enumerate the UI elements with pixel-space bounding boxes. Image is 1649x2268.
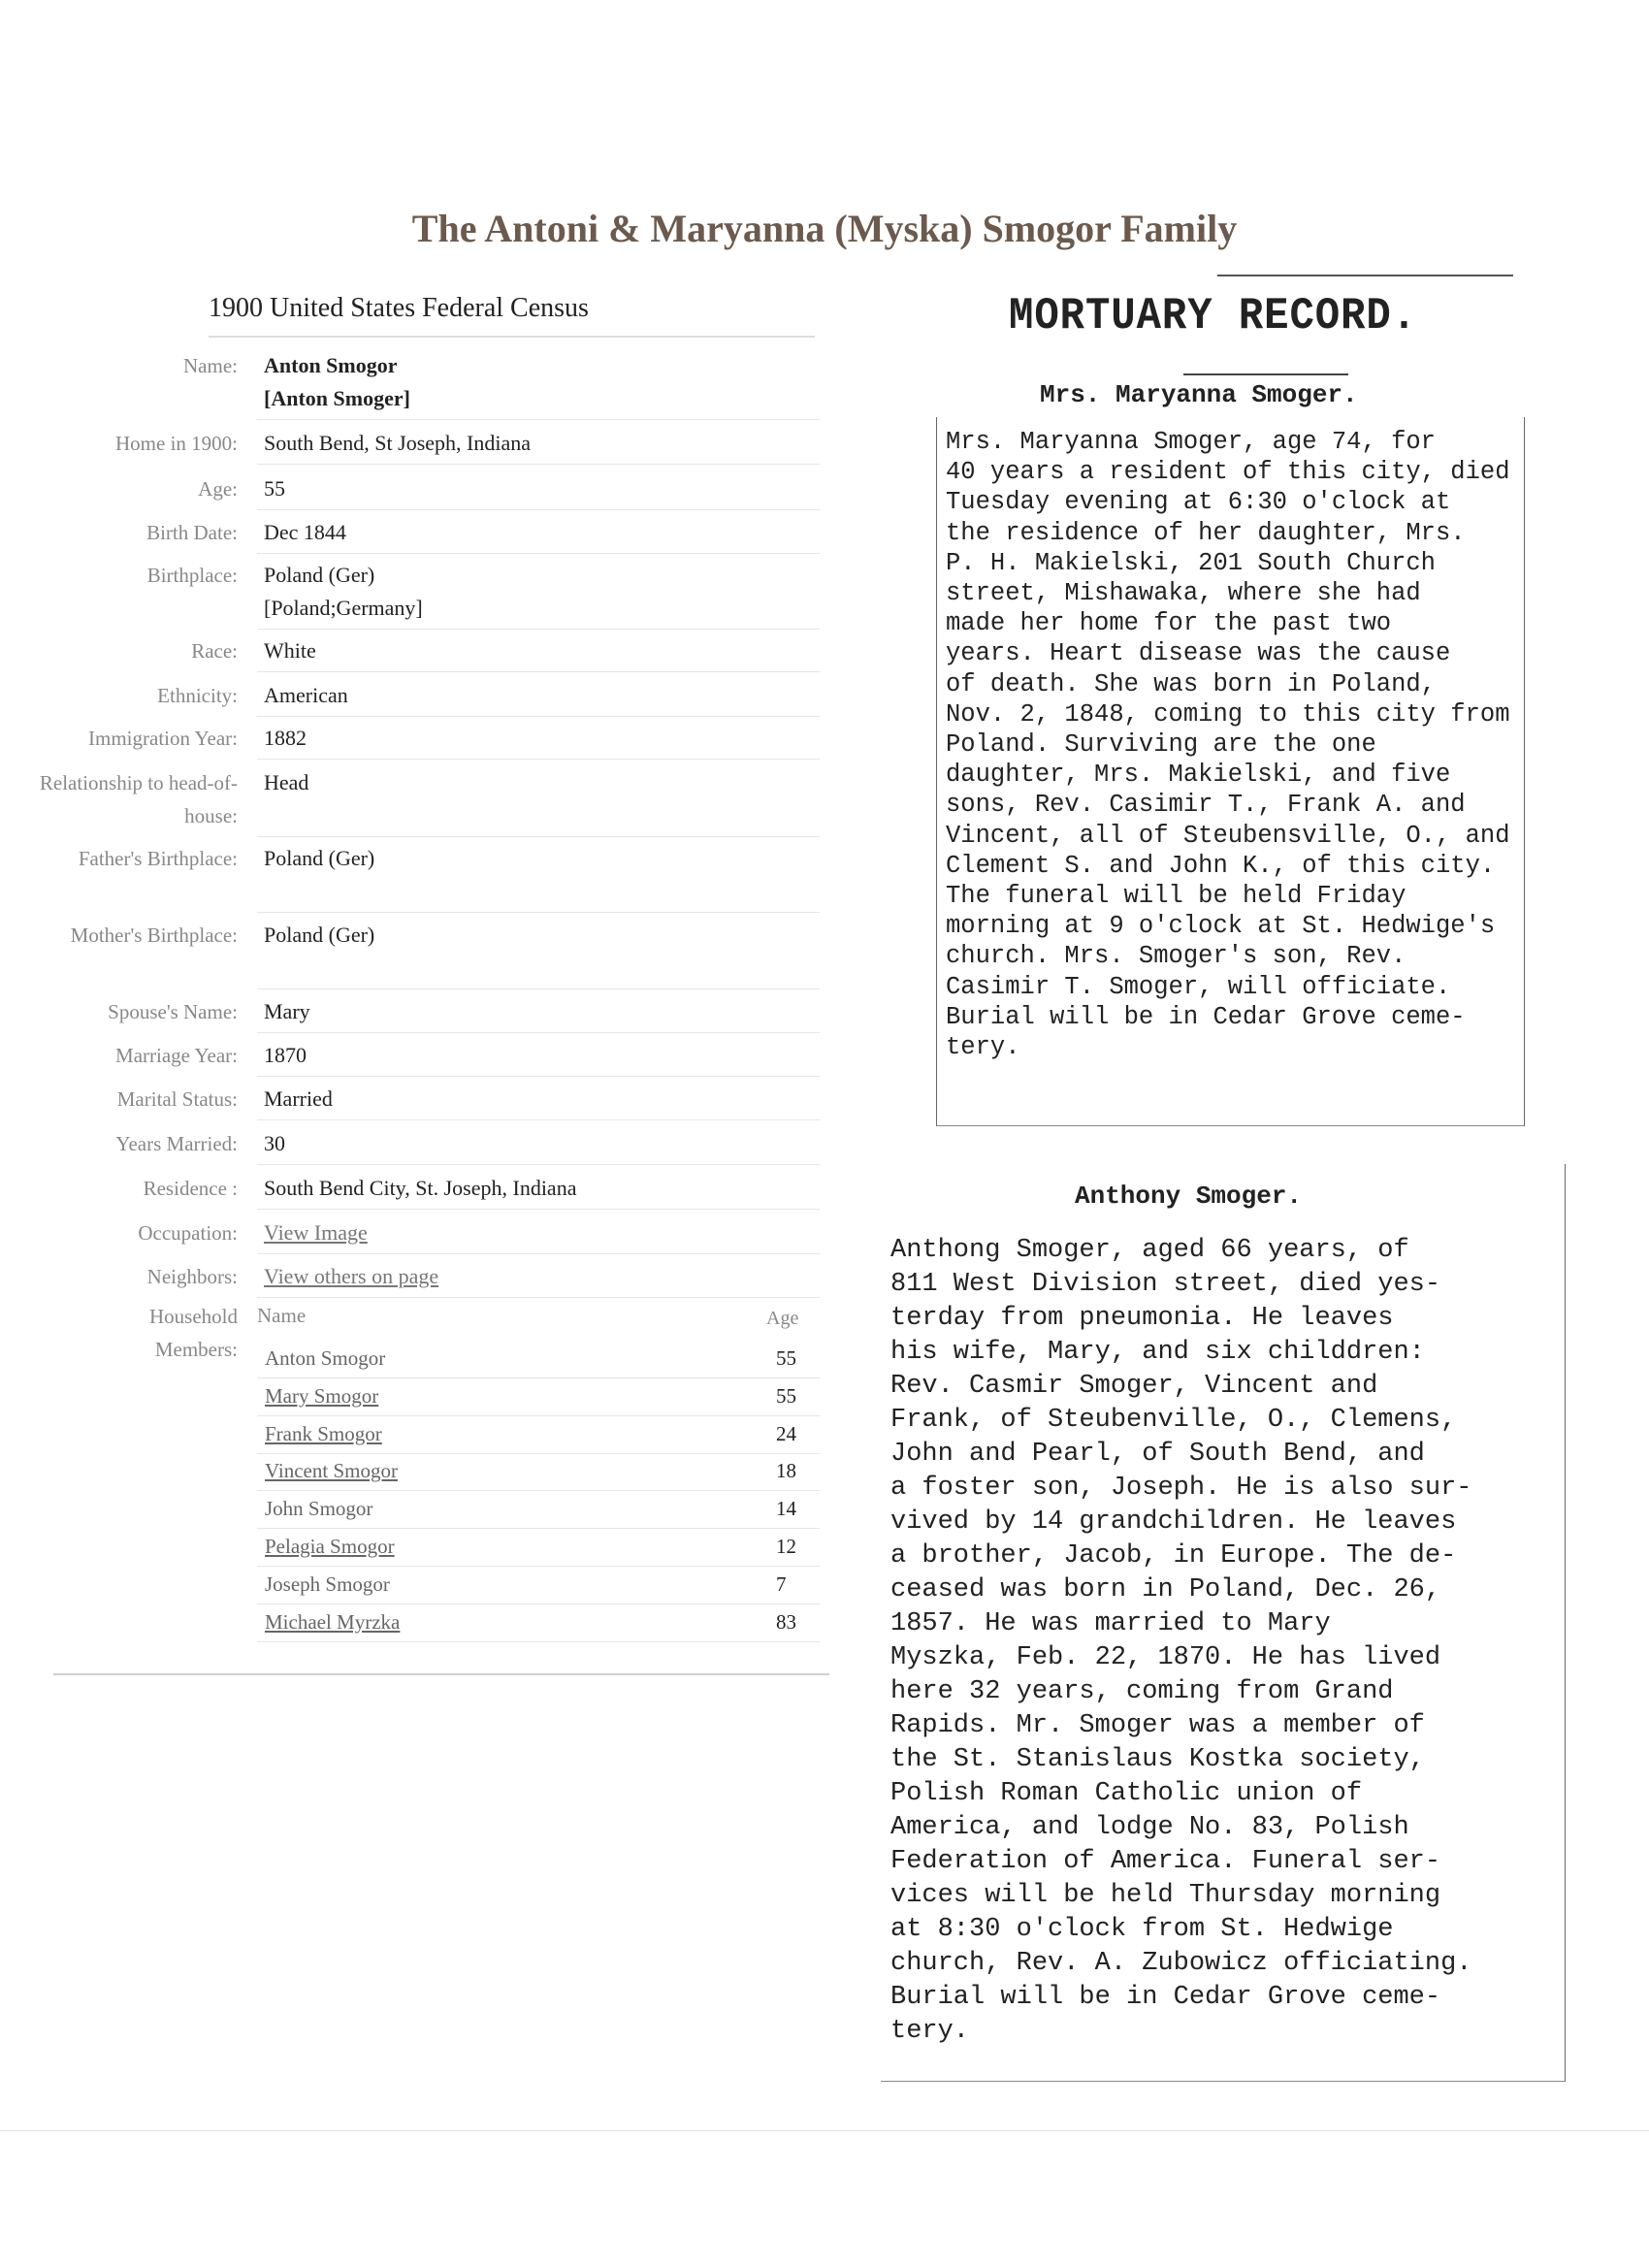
census-field-label: Immigration Year:	[88, 727, 238, 750]
household-member-row[interactable]	[257, 1416, 820, 1454]
household-member-row[interactable]	[257, 1453, 820, 1491]
census-row-divider	[257, 1209, 820, 1210]
census-field-label: Relationship to head-of-house:	[39, 771, 238, 827]
census-row-divider	[257, 1032, 820, 1033]
household-member-row[interactable]	[257, 1378, 820, 1416]
census-field-label: Race:	[191, 639, 238, 663]
census-field-label: Residence :	[143, 1177, 238, 1200]
census-field-label: Occupation:	[138, 1221, 238, 1245]
census-field-value	[264, 919, 807, 952]
census-value-line: Dec 1844	[264, 520, 346, 544]
household-member-name[interactable]: Joseph Smogor	[265, 1571, 390, 1596]
census-field-label: Name:	[183, 354, 238, 377]
census-value-line: 1870	[264, 1043, 307, 1067]
household-member-age: 55	[776, 1346, 796, 1370]
census-field-label: Spouse's Name:	[108, 1000, 238, 1023]
census-value-line: White	[264, 638, 316, 663]
census-field-value	[264, 1039, 807, 1072]
mortuary-heading: MORTUARY RECORD.	[1009, 291, 1418, 341]
household-member-row[interactable]	[257, 1604, 820, 1642]
census-value-line: Married	[264, 1086, 333, 1111]
census-bottom-divider	[53, 1673, 829, 1675]
census-field-value	[264, 634, 807, 667]
household-member-name[interactable]: John Smogor	[265, 1497, 373, 1521]
household-column-age: Age	[766, 1308, 799, 1329]
census-field-value	[264, 766, 807, 799]
view-image-link[interactable]: View Image	[264, 1220, 368, 1245]
census-field-value	[264, 1083, 807, 1116]
census-row-divider	[257, 1119, 820, 1120]
household-members-label: Household Members:	[149, 1305, 238, 1361]
census-field-value	[264, 1172, 807, 1205]
census-field-label: Birthplace:	[146, 564, 238, 587]
maryanna-obituary-text: Mrs. Maryanna Smoger, age 74, for 40 years a resident of this city, died Tuesday evening at 6:30 o'clock at the residence of her daughter, Mrs. P. H. Makielski, 201 South Church street, Mishawaka, where she had made her home for the past two years. Heart disease was the cause of death. She was born in Poland, Nov. 2, 1848, coming to this city from Poland. Surviving are the one daughter, Mrs. Makielski, and five sons, Rev. Casimir T., Frank A. and Vincent, all of Steubensville, O., and Clement S. and John K., of this city. The funeral will be held Friday morning at 9 o'clock at St. Hedwige's church. Mrs. Smoger's son, Rev. Casimir T. Smoger, will officiate. Burial will be in Cedar Grove ceme- tery.	[946, 428, 1510, 1062]
census-value-line: Poland (Ger)	[264, 846, 375, 870]
census-value-line: South Bend City, St. Joseph, Indiana	[264, 1176, 577, 1200]
census-field-label: Age:	[198, 477, 238, 501]
household-member-age: 18	[776, 1459, 796, 1483]
census-row-divider	[257, 1253, 820, 1254]
mortuary-top-rule	[1217, 275, 1513, 276]
census-value-line: 55	[264, 476, 285, 501]
household-member-row[interactable]	[257, 1491, 820, 1529]
census-field-value	[264, 349, 807, 415]
census-field-value	[264, 995, 807, 1028]
view-neighbors-link[interactable]: View others on page	[264, 1264, 439, 1288]
census-row-divider	[257, 1297, 820, 1298]
census-value-line: [Poland;Germany]	[264, 596, 423, 620]
household-member-name[interactable]: Pelagia Smogor	[265, 1535, 395, 1558]
census-field-label: Birth Date:	[146, 521, 238, 544]
census-row-divider	[257, 912, 820, 913]
census-row-divider	[257, 671, 820, 672]
census-field-value	[264, 559, 807, 625]
census-field-value[interactable]	[264, 1216, 807, 1249]
census-field-label: Father's Birthplace:	[78, 847, 238, 870]
page-title: The Antoni & Maryanna (Myska) Smogor Family	[411, 207, 1238, 250]
household-member-age: 12	[776, 1535, 796, 1558]
census-field-value	[264, 842, 807, 875]
census-heading: 1900 United States Federal Census	[209, 293, 589, 323]
household-member-age: 7	[776, 1571, 787, 1596]
census-value-line: Poland (Ger)	[264, 563, 375, 587]
census-value-line: Head	[264, 770, 309, 794]
census-row-divider	[257, 759, 820, 760]
household-member-name[interactable]: Michael Myrzka	[265, 1609, 401, 1634]
census-value-line: Mary	[264, 999, 310, 1023]
household-member-name[interactable]: Frank Smogor	[265, 1421, 382, 1445]
census-field-label: Mother's Birthplace:	[70, 923, 238, 947]
census-value-line: American	[264, 683, 348, 707]
census-row-divider	[257, 419, 820, 420]
page-bottom-divider	[0, 2130, 1649, 2131]
census-row-divider	[257, 1164, 820, 1165]
household-member-row[interactable]	[257, 1341, 820, 1378]
census-value-line: South Bend, St Joseph, Indiana	[264, 431, 531, 455]
census-row-divider	[257, 464, 820, 465]
census-field-value	[264, 722, 807, 755]
household-column-name: Name	[257, 1304, 307, 1327]
census-value-line: [Anton Smoger]	[264, 386, 410, 410]
household-member-age: 24	[776, 1421, 796, 1445]
household-member-row[interactable]	[257, 1529, 820, 1567]
census-row-divider	[257, 988, 820, 989]
anthony-obituary-heading: Anthony Smoger.	[1075, 1182, 1303, 1211]
census-row-divider	[257, 553, 820, 554]
household-member-age: 55	[776, 1383, 796, 1408]
household-member-name[interactable]: Mary Smogor	[265, 1383, 379, 1408]
census-row-divider	[257, 509, 820, 510]
household-member-name[interactable]: Anton Smogor	[265, 1346, 386, 1370]
census-row-divider	[257, 716, 820, 717]
maryanna-obituary-heading: Mrs. Maryanna Smoger.	[1040, 380, 1358, 409]
census-field-value	[264, 516, 807, 549]
census-value-line: Poland (Ger)	[264, 923, 375, 947]
census-heading-divider	[209, 336, 815, 338]
household-member-name[interactable]: Vincent Smogor	[265, 1459, 398, 1483]
census-field-value	[264, 427, 807, 460]
census-field-label: Marital Status:	[116, 1087, 238, 1111]
census-row-divider	[257, 836, 820, 837]
census-field-label: Home in 1900:	[115, 432, 238, 455]
census-field-label: Marriage Year:	[115, 1044, 238, 1067]
household-member-row[interactable]	[257, 1567, 820, 1604]
census-field-value	[264, 472, 807, 505]
census-value-line: 30	[264, 1131, 285, 1155]
census-field-value[interactable]	[264, 1260, 807, 1293]
census-row-divider	[257, 629, 820, 630]
census-field-value	[264, 1127, 807, 1160]
household-member-age: 14	[776, 1497, 796, 1521]
census-field-label: Ethnicity:	[157, 684, 238, 707]
census-value-line: 1882	[264, 726, 307, 750]
census-value-line: Anton Smogor	[264, 353, 398, 377]
census-field-value	[264, 679, 807, 712]
census-row-divider	[257, 1076, 820, 1077]
anthony-obituary-text: Anthong Smoger, aged 66 years, of 811 West Division street, died yes- terday from pneumonia. He leaves his wife, Mary, and six childdren: Rev. Casmir Smoger, Vincent and Frank, of Steubenville, O., Clemens, John and Pearl, of South Bend, and a foster son, Joseph. He is also sur- vived by 14 grandchildren. He leaves a brother, Jacob, in Europe. The de- ceased was born in Poland, Dec. 26, 1857. He was married to Mary Myszka, Feb. 22, 1870. He has lived here 32 years, coming from Grand Rapids. Mr. Smoger was a member of the St. Stanislaus Kostka society, Polish Roman Catholic union of America, and lodge No. 83, Polish Federation of America. Funeral ser- vices will be held Thursday morning at 8:30 o'clock from St. Hedwige church, Rev. A. Zubowicz officiating. Burial will be in Cedar Grove ceme- tery.	[890, 1236, 1472, 2046]
household-member-age: 83	[776, 1609, 796, 1634]
mortuary-heading-rule	[1183, 373, 1348, 375]
census-field-label: Neighbors:	[146, 1265, 238, 1288]
census-field-label: Years Married:	[115, 1132, 238, 1155]
